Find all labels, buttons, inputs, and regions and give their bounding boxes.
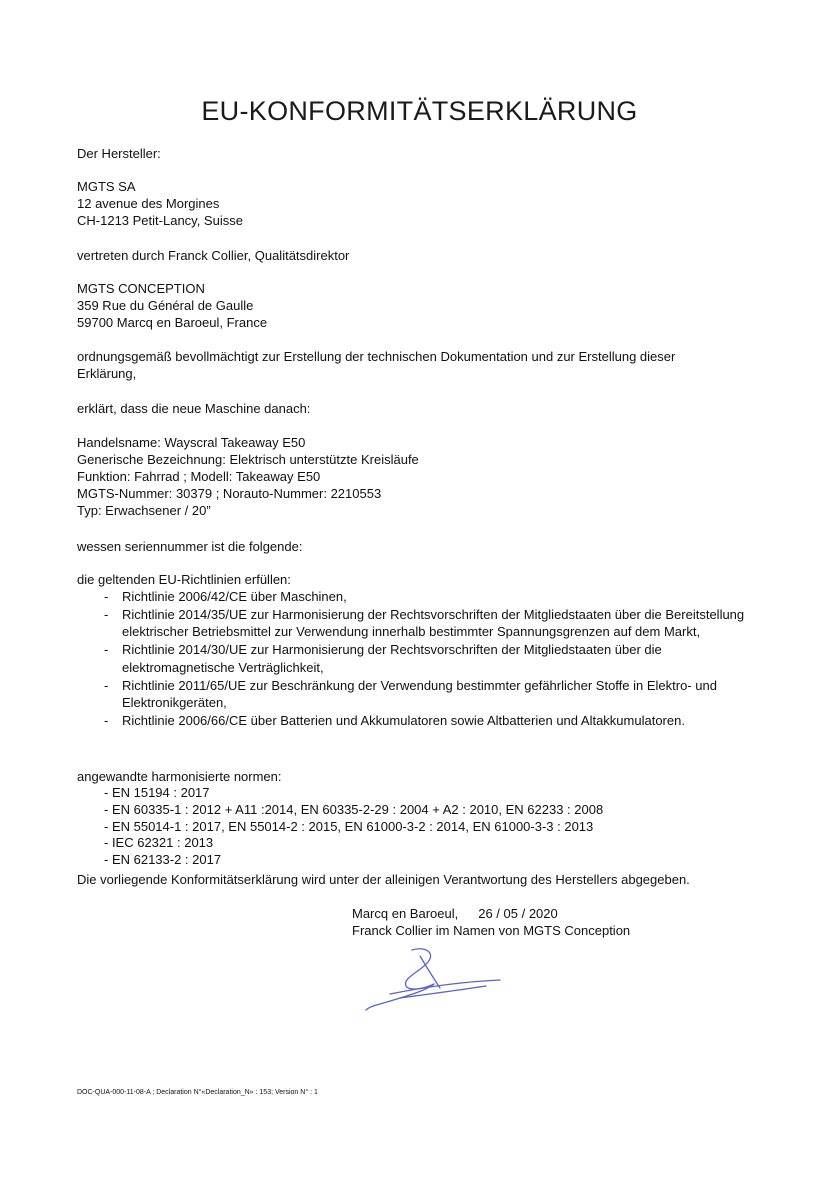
product-line: Handelsname: Wayscral Takeaway E50 [77, 435, 306, 450]
page-title: EU-KONFORMITÄTSERKLÄRUNG [201, 96, 638, 126]
declares-text: erklärt, dass die neue Maschine danach: [77, 401, 311, 416]
document-footer: DOC-QUA-000-11-08-A ; Declaration N°«Declaration_N» : 153; Version N° : 1 [77, 1089, 318, 1096]
manufacturer-label: Der Hersteller: [77, 146, 161, 161]
handwritten-signature [360, 942, 510, 1018]
directive-item [96, 588, 756, 606]
sign-name: Franck Collier im Namen von MGTS Conception [352, 923, 631, 938]
product-details [77, 434, 419, 519]
directive-text: Richtlinie 2006/42/CE über Maschinen, [122, 589, 347, 604]
sign-date: 26 / 05 / 2020 [478, 906, 558, 921]
norm-item: - IEC 62321 : 2013 [104, 835, 214, 851]
directive-text: Richtlinie 2014/30/UE zur Harmonisierung der Rechtsvorschriften der Mitgliedstaaten über die elektromagnetische Verträglichkeit, [122, 642, 662, 675]
manufacturer-line: MGTS SA [77, 179, 136, 194]
authorized-text-line: ordnungsgemäß bevollmächtigt zur Erstellung der technischen Dokumentation und zur Erstellung dieser [77, 349, 676, 364]
directive-item [96, 677, 756, 712]
directive-text: Richtlinie 2014/35/UE zur Harmonisierung der Rechtsvorschriften der Mitgliedstaaten über die Bereitstellung elektrischer Betriebsmittel zur Verwendung innerhalb bestimmter Spannungsgrenzen auf dem Markt, [122, 606, 745, 640]
norm-item: - EN 55014-1 : 2017, EN 55014-2 : 2015, EN 61000-3-2 : 2014, EN 61000-3-3 : 2013 [104, 818, 594, 834]
directive-item [96, 606, 756, 641]
norms-label: angewandte harmonisierte normen: [77, 769, 282, 784]
authorized-text [77, 348, 675, 382]
norm-item: - EN 15194 : 2017 [104, 785, 210, 800]
manufacturer-address [77, 178, 243, 229]
list-dash: - [104, 677, 109, 693]
product-line: Typ: Erwachsener / 20” [77, 503, 211, 518]
authorized-address [77, 280, 267, 331]
directive-item [96, 712, 756, 730]
sign-place-date-line [352, 905, 630, 922]
norm-item: - EN 60335-1 : 2012 + A11 :2014, EN 60335-2-29 : 2004 + A2 : 2010, EN 62233 : 2008 [104, 801, 604, 817]
authorized-text-line: Erklärung, [77, 366, 137, 381]
norms-list [104, 785, 603, 869]
list-dash: - [104, 606, 109, 622]
norm-item: - EN 62133-2 : 2017 [104, 852, 222, 868]
directive-text: Richtlinie 2011/65/UE zur Beschränkung der Verwendung bestimmter gefährlicher Stoffe in Elektro- und Elektronikgeräten, [122, 677, 717, 711]
directives-label: die geltenden EU-Richtlinien erfüllen: [77, 572, 291, 587]
directives-list [96, 588, 756, 730]
serial-label: wessen seriennummer ist die folgende: [77, 539, 303, 554]
signature-block [352, 905, 630, 939]
product-line: Generische Bezeichnung: Elektrisch unterstützte Kreisläufe [77, 452, 419, 467]
sign-place: Marcq en Baroeul, [352, 906, 459, 921]
manufacturer-line: CH-1213 Petit-Lancy, Suisse [77, 213, 243, 228]
authorized-line: MGTS CONCEPTION [77, 281, 205, 296]
directive-item [96, 641, 756, 676]
closing-statement: Die vorliegende Konformitätserklärung wird unter der alleinigen Verantwortung des Herstellers abgegeben. [77, 872, 690, 887]
authorized-line: 59700 Marcq en Baroeul, France [77, 315, 268, 330]
product-line: MGTS-Nummer: 30379 ; Norauto-Nummer: 2210553 [77, 486, 382, 501]
list-dash: - [104, 712, 109, 728]
authorized-line: 359 Rue du Général de Gaulle [77, 298, 254, 313]
product-line: Funktion: Fahrrad ; Modell: Takeaway E50 [77, 469, 321, 484]
directive-text: Richtlinie 2006/66/CE über Batterien und Akkumulatoren sowie Altbatterien und Altakkumulatoren. [122, 712, 685, 728]
represented-by: vertreten durch Franck Collier, Qualitätsdirektor [77, 248, 350, 263]
list-dash: - [104, 589, 109, 604]
manufacturer-line: 12 avenue des Morgines [77, 196, 220, 211]
list-dash: - [104, 642, 109, 658]
